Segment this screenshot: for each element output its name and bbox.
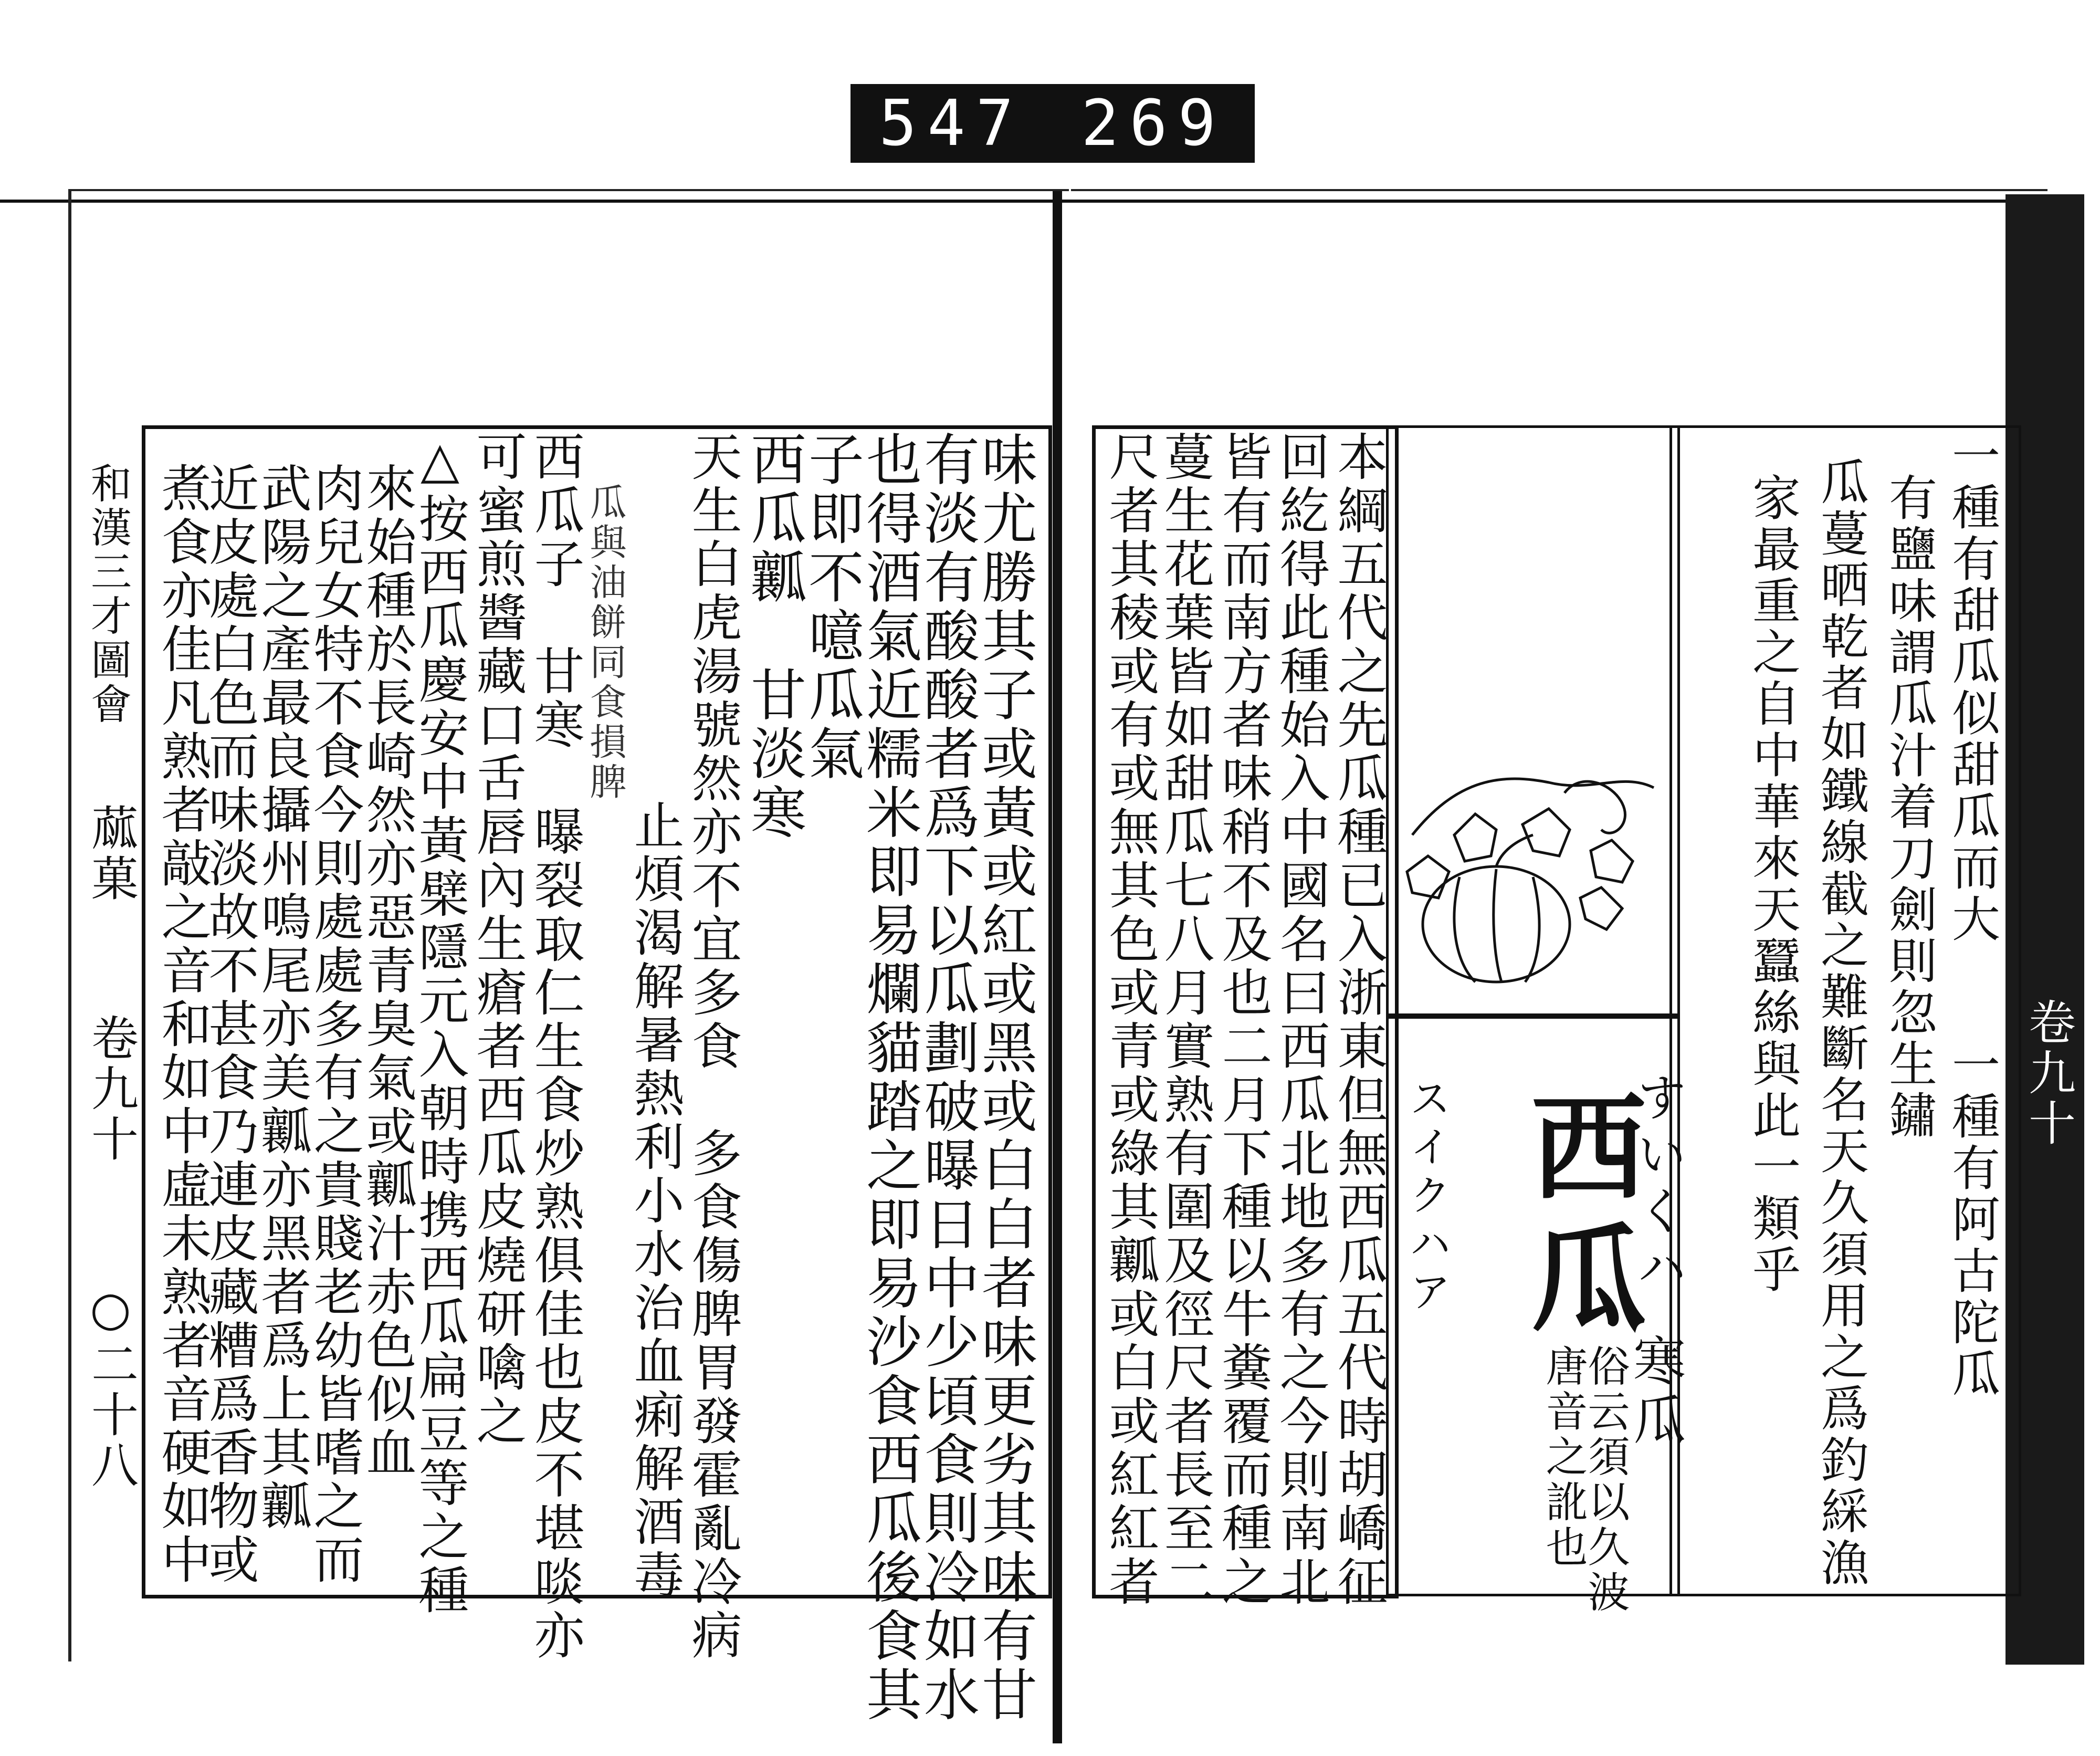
entry-title: 西瓜 xyxy=(1511,1087,1647,1350)
text-column: △按西瓜慶安中黃檗隱元入朝時携西瓜扁豆等之種 xyxy=(411,431,469,1617)
text-column: 尺者其稜或有或無其色或青或綠其瓤或白或紅紅者 xyxy=(1101,431,1160,1609)
label-left-number: 547 xyxy=(879,87,1024,160)
text-column: 天生白虎湯號然亦不宜多食 多食傷脾胃發霍亂冷病 xyxy=(684,431,742,1663)
reading-note: 俗云須以久波 xyxy=(1581,1344,1630,1615)
text-column: 有鹽味謂瓜汁着刀劍則忽生鏽 xyxy=(1881,473,1937,1142)
text-column: 味尤勝其子或黃或紅或黑或白白者味更劣其味有甘 xyxy=(973,431,1037,1724)
text-column: 肉兒女特不食今則處處多有之貴賤老幼皆嗜之而 xyxy=(306,462,364,1587)
text-column: 西瓜子 甘寒 曝裂取仁生食炒熟俱佳也皮不堪啖亦 xyxy=(526,431,585,1663)
catalog-label xyxy=(850,84,1255,163)
text-column: 煮食亦佳凡熟者敲之音和如中虛未熟者音硬如中 xyxy=(153,462,212,1587)
text-column: 皆有而南方者味稍不及也二月下種以牛糞覆而種之 xyxy=(1214,431,1273,1609)
text-column: 回紇得此種始入中國名曰西瓜北地多有之今則南北 xyxy=(1272,431,1330,1609)
text-column: 家最重之自中華來天蠶絲與此一類乎 xyxy=(1745,473,1801,1296)
folio-number: ○二十八 xyxy=(83,1281,138,1491)
text-column: 也得酒氣近糯米即易爛貓踏之即易沙食西瓜後食其 xyxy=(857,431,922,1724)
text-column: 瓜蔓晒乾者如鐵線截之難斷名天久須用之爲釣綵漁 xyxy=(1813,457,1869,1589)
text-column: 本綱五代之先瓜種已入浙東但無西瓜五代時胡嶠征 xyxy=(1329,431,1388,1609)
section-title: 蓏菓 xyxy=(83,803,138,904)
volume-number: 卷九十 xyxy=(83,1013,138,1165)
text-column: 有淡有酸酸者爲下以瓜劃破曝日中少頃食則冷如水 xyxy=(915,431,980,1724)
text-column: 瓜與油餅同食損脾 xyxy=(584,483,627,802)
text-column: 止煩渴解暑熱利小水治血痢解酒毒 xyxy=(626,746,685,1603)
illustration-frame xyxy=(1386,425,1680,1019)
label-right-number: 269 xyxy=(1081,87,1226,160)
text-column: 一種有阿古陀瓜 xyxy=(1944,1040,2000,1400)
text-column: 一種有甜瓜似甜瓜而大 xyxy=(1944,431,2000,945)
kana-reading: すいくハ xyxy=(1629,1071,1687,1298)
alternate-name: 寒瓜 xyxy=(1624,1334,1686,1451)
text-column: 近皮處白色而味淡故不甚食乃連皮藏糟爲香物或 xyxy=(201,462,259,1587)
text-column: 可蜜煎醬藏口舌唇內生瘡者西瓜皮燒研噙之 xyxy=(468,431,527,1448)
running-title: 和漢三才圖會 xyxy=(84,462,131,727)
reading-note: 唐音之訛也 xyxy=(1539,1344,1588,1570)
text-column: 來始種於長崎然亦惡青臭氣或瓤汁赤色似血 xyxy=(358,462,417,1480)
right-volume-number: 卷九十 xyxy=(2020,998,2075,1149)
text-column: 武陽之產最良攝州鳴尾亦美瓤亦黑者爲上其瓤 xyxy=(253,462,312,1533)
tang-reading: スイクハア xyxy=(1402,1076,1451,1318)
text-column: 西瓜瓤 甘淡寒 xyxy=(742,431,806,842)
text-column: 子即不噫瓜氣 xyxy=(800,431,864,783)
text-column: 蔓生花葉皆如甜瓜七八月實熟有圍及徑尺者長至二 xyxy=(1156,431,1215,1609)
